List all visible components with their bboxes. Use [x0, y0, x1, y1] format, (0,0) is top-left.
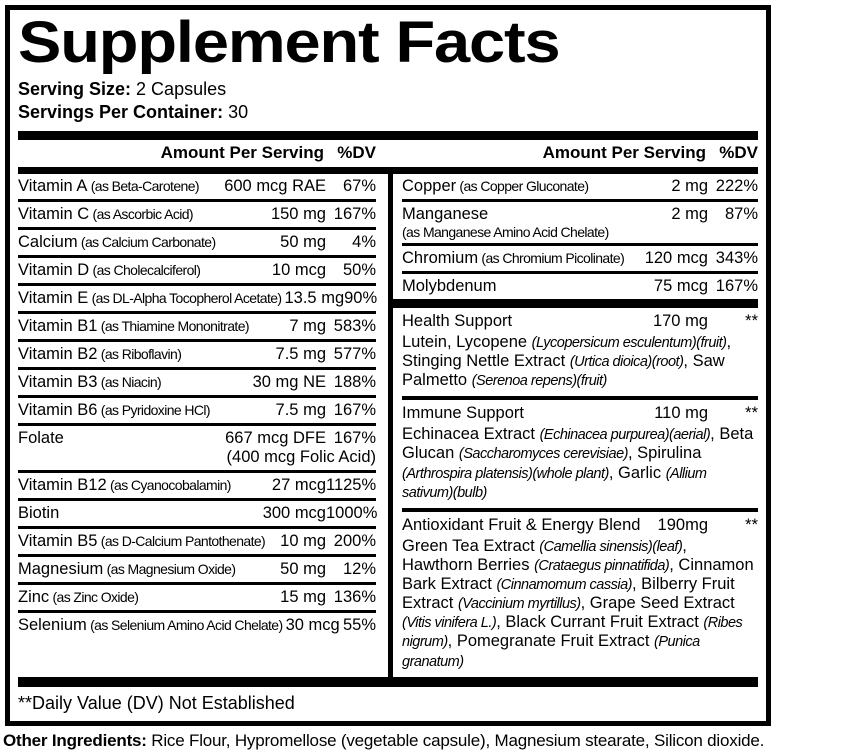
nutrient-row-line [18, 345, 376, 364]
serving-size-value: 2 Capsules [131, 78, 227, 99]
blend-header [402, 516, 758, 535]
nutrient-name-cell [402, 277, 651, 296]
blend-name: Immune Support [402, 404, 524, 423]
nutrient-name-cell [18, 476, 269, 495]
latin-name: (Arthrospira platensis)(whole plant) [402, 465, 609, 482]
ingredient-text: , Grape Seed Extract [580, 594, 735, 613]
nutrient-name: Vitamin B3 [18, 372, 98, 391]
nutrient-name-cell [402, 177, 668, 196]
nutrient-row [18, 585, 376, 613]
nutrient-dv: 577% [333, 344, 376, 363]
nutrient-row [18, 529, 376, 557]
nutrient-name-cell [18, 233, 277, 252]
other-ingredients-text: Rice Flour, Hypromellose (vegetable capsule), Magnesium stearate, Silicon dioxide. [146, 730, 765, 750]
nutrient-name-cell [402, 249, 642, 268]
nutrient-name-cell [18, 289, 282, 308]
nutrient-form: (as Chromium Picolinate) [478, 249, 625, 266]
nutrient-row-line [18, 317, 376, 336]
nutrient-row [18, 342, 376, 370]
page-title: Supplement Facts [18, 10, 560, 75]
nutrient-form: (as Magnesium Oxide) [103, 560, 236, 577]
nutrient-name: Vitamin E [18, 288, 89, 307]
nutrient-dv: 1000% [326, 503, 378, 522]
nutrient-amount: 30 mg NE [252, 372, 326, 391]
nutrient-amount: 15 mg [280, 587, 326, 606]
nutrient-form: (as Cholecalciferol) [89, 261, 201, 278]
serving-size-line [18, 78, 758, 101]
blend-section [402, 308, 758, 400]
nutrient-name: Chromium [402, 248, 479, 267]
nutrient-name: Magnesium [18, 559, 104, 578]
nutrient-name-cell [18, 317, 286, 336]
ingredient-text: , Saw Palmetto [402, 352, 725, 390]
blend-ingredients [402, 537, 758, 671]
blend-amount: 170 mg [652, 311, 708, 330]
nutrient-row [18, 501, 376, 529]
nutrient-form: (as Copper Gluconate) [456, 177, 589, 194]
ingredient-text: , Cinnamon Bark Extract [402, 555, 754, 594]
latin-name: (Allium sativum)(bulb) [402, 465, 707, 501]
ingredient-text: , Spirulina [628, 444, 702, 463]
nutrient-dv: 167% [715, 276, 758, 295]
nutrient-form: (as Ascorbic Acid) [89, 205, 193, 222]
servings-per-container-value: 30 [223, 101, 249, 122]
nutrient-row-line [18, 205, 376, 224]
ingredient-text: , Stinging Nettle Extract [402, 332, 732, 371]
supplement-facts-panel [5, 5, 771, 726]
nutrient-name: Copper [402, 176, 457, 195]
nutrient-row-line [18, 429, 376, 448]
nutrient-name: Biotin [18, 503, 60, 522]
nutrient-amount: 2 mg [671, 176, 708, 195]
nutrient-row [18, 613, 376, 638]
latin-name: (Camellia sinensis)(leaf) [539, 538, 683, 555]
nutrient-name-cell [18, 429, 222, 448]
dv-header: %DV [337, 142, 376, 162]
column-headers [18, 140, 758, 167]
serving-info [18, 78, 758, 124]
nutrient-row [402, 174, 758, 202]
nutrient-dv: 167% [333, 428, 376, 447]
daily-value-footnote: **Daily Value (DV) Not Established [18, 692, 295, 713]
amount-per-serving-header: Amount Per Serving [542, 142, 706, 162]
nutrient-amount: 150 mg [270, 204, 326, 223]
nutrient-row [402, 274, 758, 299]
left-nutrient-column [18, 174, 388, 677]
divider-bar-right-column [393, 299, 758, 308]
nutrient-amount: 10 mcg [271, 260, 326, 279]
servings-per-container-line [18, 101, 758, 124]
nutrient-dv: 55% [342, 615, 376, 634]
divider-bar-under-header [18, 167, 758, 174]
divider-bar-bottom [18, 677, 758, 687]
nutrient-form: (as DL-Alpha Tocopherol Acetate) [88, 289, 282, 306]
nutrient-row [18, 202, 376, 230]
nutrient-row-line [402, 205, 758, 224]
nutrient-name: Vitamin B2 [18, 344, 98, 363]
nutrient-name-cell [18, 532, 277, 551]
nutrient-dv: 200% [333, 531, 376, 550]
nutrient-amount: 667 mcg DFE [225, 428, 326, 447]
latin-name: (Vaccinium myrtillus) [457, 596, 581, 613]
nutrient-row-line [18, 177, 376, 196]
right-column-header [388, 140, 758, 167]
latin-name: (Cinnamomum cassia) [496, 577, 632, 594]
latin-name: (Serenoa repens)(fruit) [471, 373, 607, 390]
nutrient-name-cell [18, 560, 277, 579]
nutrient-row-line [402, 249, 758, 268]
nutrient-form: (as Calcium Carbonate) [77, 233, 216, 250]
nutrient-amount: 120 mcg [644, 248, 708, 267]
latin-name: (Crataegus pinnatifida) [534, 557, 670, 574]
divider-bar-top [18, 131, 758, 140]
nutrient-form: (as Thiamine Mononitrate) [97, 317, 249, 334]
nutrient-amount: 75 mcg [653, 276, 708, 295]
amount-per-serving-header: Amount Per Serving [160, 142, 324, 162]
nutrient-name: Manganese [402, 204, 489, 223]
nutrient-row-line [18, 560, 376, 579]
blend-ingredients [402, 333, 758, 390]
nutrient-row-line [18, 476, 376, 495]
nutrient-name: Vitamin C [18, 204, 90, 223]
servings-per-container-label: Servings Per Container: [18, 101, 224, 122]
nutrient-row [18, 286, 376, 314]
nutrient-row [18, 426, 376, 473]
blend-dv: ** [745, 515, 758, 534]
nutrient-row-line [18, 504, 376, 523]
nutrient-dv: 4% [352, 232, 376, 251]
nutrient-dv: 1125% [326, 475, 377, 494]
nutrient-amount: 50 mg [280, 232, 326, 251]
nutrient-columns [18, 174, 758, 677]
nutrient-row [18, 473, 376, 501]
nutrient-form: (as Cyanocobalamin) [106, 476, 231, 493]
nutrient-dv: 136% [333, 587, 376, 606]
nutrient-name: Selenium [18, 615, 87, 634]
nutrient-name: Vitamin B6 [18, 400, 98, 419]
nutrient-form: (as D-Calcium Pantothenate) [97, 532, 266, 549]
nutrient-name: Calcium [18, 232, 78, 251]
dv-header: %DV [719, 142, 758, 162]
nutrient-name: Vitamin A [18, 176, 88, 195]
nutrient-name-cell [402, 205, 668, 224]
nutrient-name-cell [18, 345, 273, 364]
right-nutrient-column [388, 174, 758, 677]
nutrient-amount: 7 mg [289, 316, 326, 335]
nutrient-name: Vitamin D [18, 260, 90, 279]
blend-section [402, 400, 758, 512]
nutrient-amount-line2: (400 mcg Folic Acid) [226, 447, 376, 466]
nutrient-form: (as Niacin) [97, 373, 162, 390]
nutrient-dv: 50% [342, 260, 376, 279]
latin-name: (Ribes nigrum) [402, 615, 743, 651]
nutrient-row [18, 174, 376, 202]
nutrient-row [18, 398, 376, 426]
nutrient-row [402, 202, 758, 246]
blend-dv: ** [745, 311, 758, 330]
latin-name: (Urtica dioica)(root) [569, 354, 684, 371]
ingredient-text: Green Tea Extract [402, 536, 540, 555]
nutrient-row [18, 230, 376, 258]
blend-amount: 190mg [657, 515, 708, 534]
nutrient-name: Vitamin B1 [18, 316, 98, 335]
nutrient-name-cell [18, 401, 273, 420]
nutrient-amount: 10 mg [280, 531, 326, 550]
nutrient-name-cell [18, 177, 221, 196]
nutrient-form-line2: (as Manganese Amino Acid Chelate) [402, 223, 609, 240]
nutrient-row [18, 557, 376, 585]
nutrient-name: Vitamin B5 [18, 531, 98, 550]
latin-name: (Lycopersicum esculentum)(fruit) [531, 334, 727, 351]
ingredient-text: , Garlic [608, 463, 666, 482]
nutrient-dv: 343% [715, 248, 758, 267]
nutrient-name: Molybdenum [402, 276, 497, 295]
nutrient-form: (as Selenium Amino Acid Chelate) [86, 616, 283, 633]
latin-name: (Vitis vinifera L.) [402, 615, 497, 632]
nutrient-dv: 12% [342, 559, 376, 578]
blend-amount: 110 mg [654, 404, 708, 423]
blend-ingredients [402, 425, 758, 502]
nutrient-row-line [402, 177, 758, 196]
nutrient-amount: 2 mg [671, 204, 708, 223]
ingredient-text: Lutein, Lycopene [402, 332, 532, 351]
nutrient-amount: 7.5 mg [275, 400, 326, 419]
nutrient-name-cell [18, 373, 250, 392]
nutrient-row-line [18, 233, 376, 252]
nutrient-form: (as Beta-Carotene) [87, 177, 199, 194]
other-ingredients-label: Other Ingredients: [3, 730, 147, 750]
nutrient-name-cell [18, 504, 260, 523]
ingredient-text: , Black Currant Fruit Extract [496, 613, 704, 632]
blend-name: Antioxidant Fruit & Energy Blend [402, 515, 641, 534]
nutrient-row-line [18, 289, 376, 308]
latin-name: (Echinacea purpurea)(aerial) [539, 427, 711, 444]
nutrient-form: (as Riboflavin) [97, 345, 182, 362]
blend-header [402, 404, 758, 423]
blend-name: Health Support [402, 311, 513, 330]
ingredient-text: , Beta Glucan [402, 425, 754, 463]
nutrient-amount: 600 mcg RAE [224, 176, 326, 195]
ingredient-text: , Hawthorn Berries [402, 536, 687, 574]
nutrient-name-cell [18, 261, 269, 280]
nutrient-form: (as Pyridoxine HCl) [97, 401, 210, 418]
nutrient-row-line [18, 532, 376, 551]
nutrient-name: Folate [18, 428, 64, 447]
nutrient-name-cell [18, 616, 283, 635]
nutrient-dv: 67% [342, 176, 376, 195]
blend-section [402, 512, 758, 677]
nutrient-row [18, 370, 376, 398]
nutrient-row [18, 258, 376, 286]
ingredient-text: , Bilberry Fruit Extract [402, 575, 735, 613]
nutrient-row [18, 314, 376, 342]
nutrient-dv: 90% [344, 288, 378, 307]
nutrient-row [402, 246, 758, 274]
blend-header [402, 312, 758, 331]
nutrient-dv: 188% [333, 372, 376, 391]
nutrient-amount: 7.5 mg [275, 344, 326, 363]
nutrient-row-line [18, 373, 376, 392]
nutrient-row-line [402, 277, 758, 296]
blend-dv: ** [745, 404, 758, 423]
nutrient-row-line [18, 616, 376, 635]
nutrient-row-line [18, 401, 376, 420]
serving-size-label: Serving Size: [18, 78, 132, 99]
nutrient-name-cell [18, 588, 277, 607]
nutrient-amount: 300 mcg [262, 503, 326, 522]
nutrient-name: Zinc [18, 587, 50, 606]
nutrient-row-line [18, 261, 376, 280]
left-column-header [18, 140, 388, 167]
nutrient-dv: 222% [715, 176, 758, 195]
nutrient-amount: 13.5 mg [284, 288, 345, 307]
latin-name: (Punica granatum) [402, 634, 700, 670]
nutrient-name: Vitamin B12 [18, 475, 107, 494]
nutrient-dv: 583% [333, 316, 376, 335]
latin-name: (Saccharomyces cerevisiae) [458, 446, 628, 463]
nutrient-form: (as Zinc Oxide) [49, 588, 139, 605]
nutrient-amount: 30 mcg [285, 615, 340, 634]
other-ingredients-line [3, 731, 770, 751]
nutrient-dv: 167% [333, 204, 376, 223]
nutrient-dv: 87% [724, 204, 758, 223]
nutrient-row-line [18, 588, 376, 607]
nutrient-amount: 27 mcg [271, 475, 326, 494]
nutrient-dv: 167% [333, 400, 376, 419]
nutrient-name-cell [18, 205, 268, 224]
nutrient-amount: 50 mg [280, 559, 326, 578]
ingredient-text: , Pomegranate Fruit Extract [447, 632, 654, 651]
ingredient-text: Echinacea Extract [402, 425, 540, 444]
